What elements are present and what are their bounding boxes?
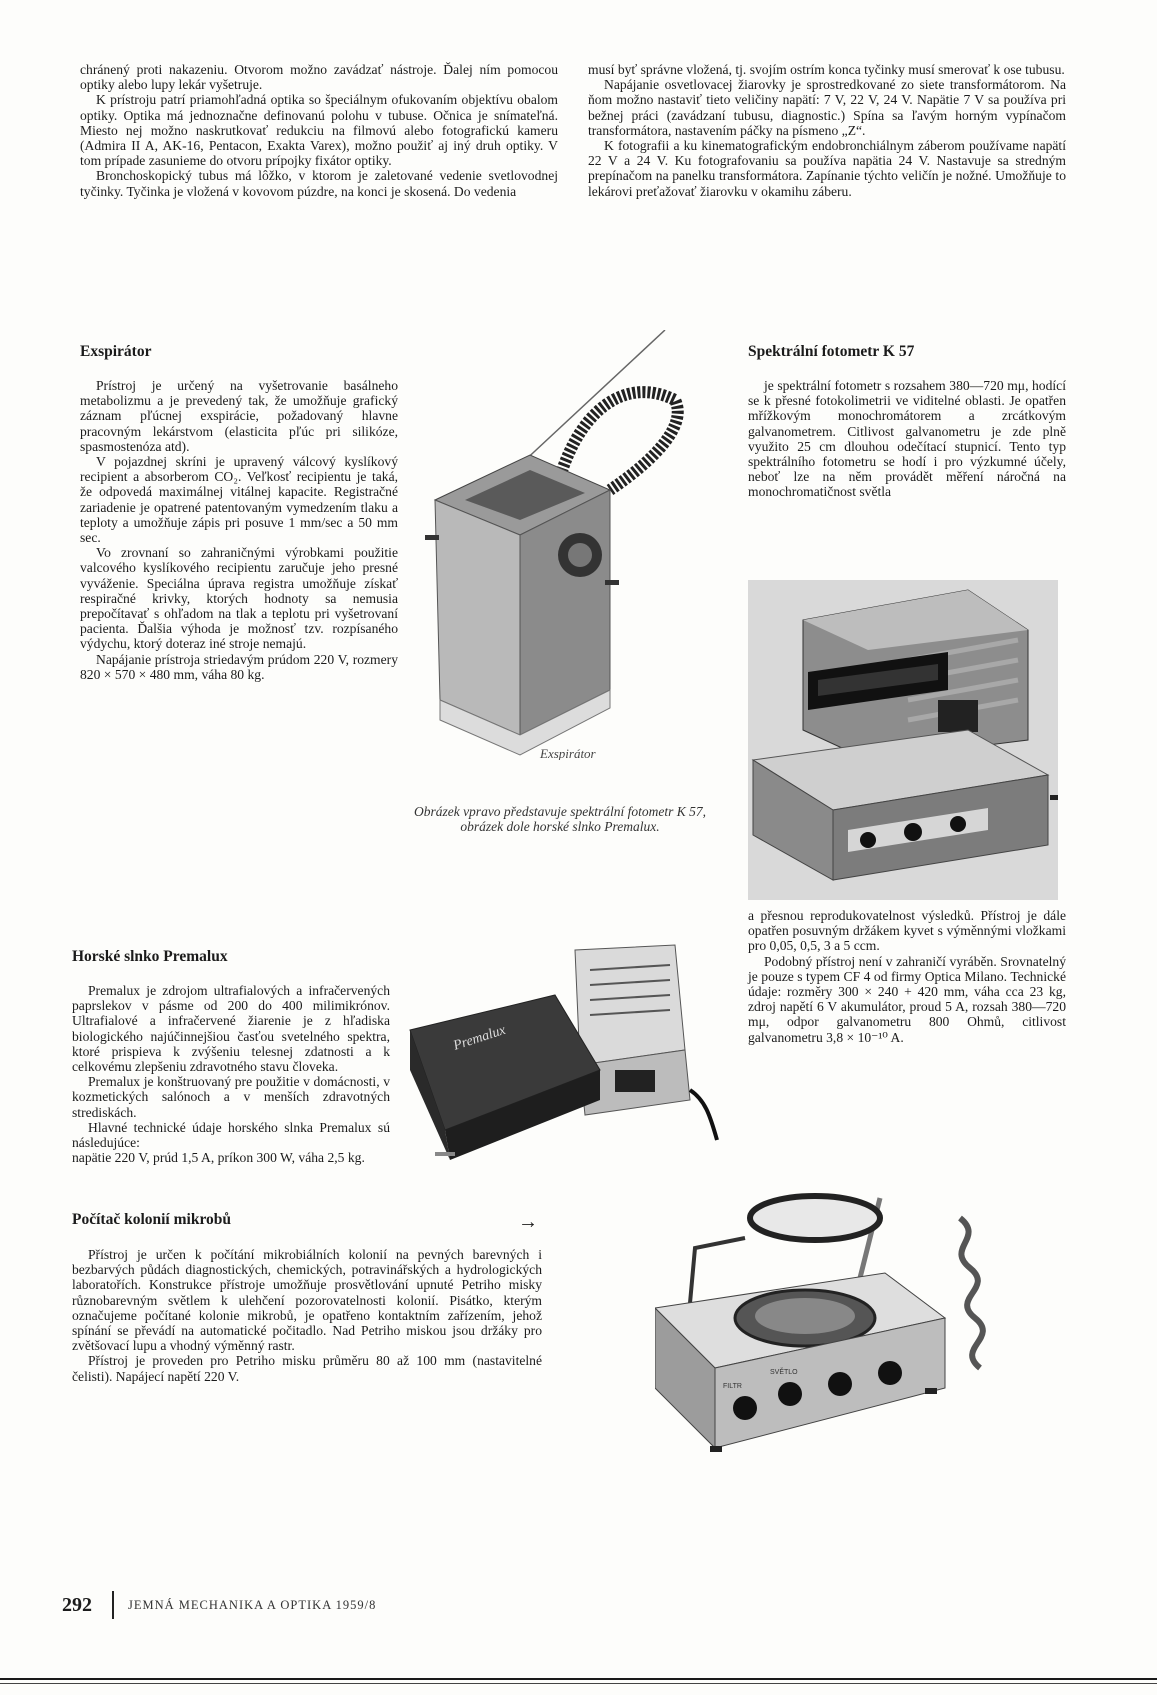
top-left-column [80, 62, 558, 199]
pocitac-text [72, 1247, 542, 1384]
figure-caption: Obrázek vpravo představuje spektrální fotometr K 57, obrázek dole horské slnko Premalux. [413, 804, 707, 834]
continue-arrow-icon: → [518, 1211, 538, 1233]
pocitac-kolonii-photo [655, 1188, 1065, 1488]
section-heading-pocitac-kolonii: Počítač kolonií mikrobů [72, 1211, 232, 1228]
section-heading-exspirator: Exspirátor [80, 343, 152, 360]
paragraph: Podobný přístroj není v zahraničí vyráběn. Srovnatelný je pouze s typem CF 4 od firmy Optica Milano. Technické údaje: rozměry 300 × 240 + 420 mm, váha cca 23 kg, zdroj napětí 6 V akumulátor, proud 5 A, rozsah 380—720 mμ, odpor galvanometru 800 Ohmů, citlivost galvanometru 3,8 × 10⁻¹⁰ A. [748, 953, 1066, 1045]
paragraph: V pojazdnej skríni je upravený válcový kyslíkový recipient a absorberom CO₂. Veľkosť recipientu je taká, že odpovedá maximálnej vitálnej kapacite. Registračné zariadenie je opatrené patentovaným vymedzením tlaku a teploty a umožňuje zápis pri posuve 1 mm/sec a 50 mm sec. [80, 454, 398, 546]
paragraph: K fotografii a ku kinematografickým endobronchiálnym záberom používame napätí 22 V a 24 V. Ku fotografovaniu sa používa napätia 24 V. Nastavuje sa stredným prepínačom na panelku transformátora. Zapínanie týchto veličín je nožné. Umožňuje to lekárovi preťažovať žiarovku v okamihu záberu. [588, 138, 1066, 199]
paragraph: Prístroj je určený na vyšetrovanie basálneho metabolizmu a je prevedený tak, že umožňuje grafický záznam pľúcnej exspirácie, požadovaný hlavne pracovným lekárstvom (elasticita pľúc pri silikóze, spasmostenóza atd). [80, 378, 398, 454]
paragraph: Napájanie osvetlovacej žiarovky je sprostredkované zo siete transformátorom. Na ňom možno nastaviť tieto veličiny napätí: 7 V, 22 V, 24 V. Napätie 7 V sa používa pri bežnej práci (zavádzaní tubusu, diagnostic.) Spína sa ľavým horným vypínačom transformátora, nastavením páčky na písmeno „Z“. [588, 77, 1066, 138]
paragraph: Vo zrovnaní so zahraničnými výrobkami použitie valcového kyslíkového recipientu zaručuje jeho presné vyváženie. Speciálna úprava registra umožňuje získať respiračné krivky, ktorých hodnoty sa nemusia prepočítavať s ohľadom na tlak a teplotu pri vyšetrovaní pacienta. Ďalšia výhoda je možnosť tzv. rozpísaného výdychu, ktorý doteraz iné stroje nemajú. [80, 545, 398, 652]
paragraph: Premalux je zdrojom ultrafialových a infračervených paprslekov v pásme od 200 do 400 milimikrónov. Ultrafialové a infračervené žiarenie je z hľadiska biologického najúčinnejšiou časťou svetelného spektra, ktoré prispieva k zvýšeniu telesnej zdatnosti a k celkovému zlepšeniu zdravotného stavu človeka. [72, 983, 390, 1075]
section-heading-spektralni-fotometr: Spektrální fotometr K 57 [748, 343, 915, 360]
premalux-text [72, 983, 390, 1165]
spektral-text [748, 378, 1066, 500]
exspirator-text [80, 378, 398, 682]
paragraph: K prístroju patrí priamohľadná optika so špeciálnym ofukovaním objektívu obalom optiky. Optika má jednoznačne definovanú polohu v tubuse. Očnica je snímateľná. Miesto nej možno naskrutkovať redukciu na filmovú alebo fotografickú kameru (Admira II A, AK-16, Pentacon, Exakta Varex), možno použiť aj iný druh optiky. V tom prípade zasunieme do otvoru prípojky fixátor optiky. [80, 92, 558, 169]
section-heading-premalux: Horské slnko Premalux [72, 948, 228, 965]
paragraph: Přístroj je proveden pro Petriho misku průměru 80 až 100 mm (nastavitelné čelisti). Napájecí napětí 220 V. [72, 1353, 542, 1384]
paragraph: Bronchoskopický tubus má lôžko, v ktorom je zaletované vedenie svetlovodnej tyčinky. Tyčinka je vložená v kovovom púzdre, na konci je skosená. Do vedenia [80, 168, 558, 199]
exspirator-photo [425, 330, 725, 760]
paragraph: je spektrální fotometr s rozsahem 380—720 mμ, hodící se k přesné fotokolimetrii ve viditelné oblasti. Je opatřen mřížkovým monochromátorem a zrcátkovým galvanometrem. Citlivost galvanometru je zde plně využito 25 cm dlouhou odečítací stupnicí. Tento typ spektrálního fotometru se hodí i pro výzkumné účely, neboť lze na něm provádět měření náročná na monochromatičnost světla [748, 378, 1066, 500]
paragraph: a přesnou reprodukovatelnost výsledků. Přístroj je dále opatřen posuvným držákem kyvet s výměnnými vložkami pro 0,05, 0,5, 3 a 5 ccm. [748, 908, 1066, 954]
panel-label-filtr: FILTR [723, 1383, 742, 1390]
paragraph: Premalux je konštruovaný pre použitie v domácnosti, v kozmetických salónoch a v menších zdravotných strediskách. [72, 1074, 390, 1120]
paragraph: Hlavné technické údaje horského slnka Premalux sú následujúce: [72, 1119, 390, 1151]
paragraph: Přístroj je určen k počítání mikrobiálních kolonií na pevných barevných i bezbarvých půdách diagnostických, chemických, potravinářských a hydrologických laboratořích. Konstrukce přístroje umožňuje prosvětlování upnuté Petriho misky různobarevným světlem k ulehčení pozorovatelnosti kolonií. Pisátko, kterým označujeme počítané kolonie mikrobů, je opatřeno kontaktním zařízením, jehož spínání se převádí na automatické počitadlo. Nad Petriho miskou jsou držáky pro zvětšovací lupu a vhodný výměnný rastr. [72, 1247, 542, 1354]
premalux-photo [405, 940, 725, 1170]
premalux-brand-logo: Premalux [451, 1022, 508, 1054]
paragraph: Napájanie prístroja striedavým prúdom 220 V, rozmery 820 × 570 × 480 mm, váha 80 kg. [80, 651, 398, 682]
exspirator-caption: Exspirátor [540, 746, 596, 760]
scan-edge [0, 1675, 1157, 1695]
spektral-continued-text [748, 908, 1066, 1045]
spektralni-fotometr-photo [748, 580, 1058, 900]
top-right-column [588, 62, 1066, 199]
paragraph: musí byť správne vložená, tj. svojím ostrím konca tyčinky musí smerovať k ose tubusu. [588, 62, 1065, 77]
page-number: 292 [62, 1594, 92, 1616]
footer-divider [112, 1591, 114, 1619]
paragraph: napätie 220 V, prúd 1,5 A, príkon 300 W, váha 2,5 kg. [72, 1150, 365, 1166]
panel-label-svetlo: SVĚTLO [770, 1369, 798, 1376]
paragraph: chránený proti nakazeniu. Otvorom možno zavádzať nástroje. Ďalej ním pomocou optiky alebo lupy lekár vyšetruje. [80, 62, 558, 93]
journal-title: JEMNÁ MECHANIKA A OPTIKA 1959/8 [128, 1598, 377, 1612]
